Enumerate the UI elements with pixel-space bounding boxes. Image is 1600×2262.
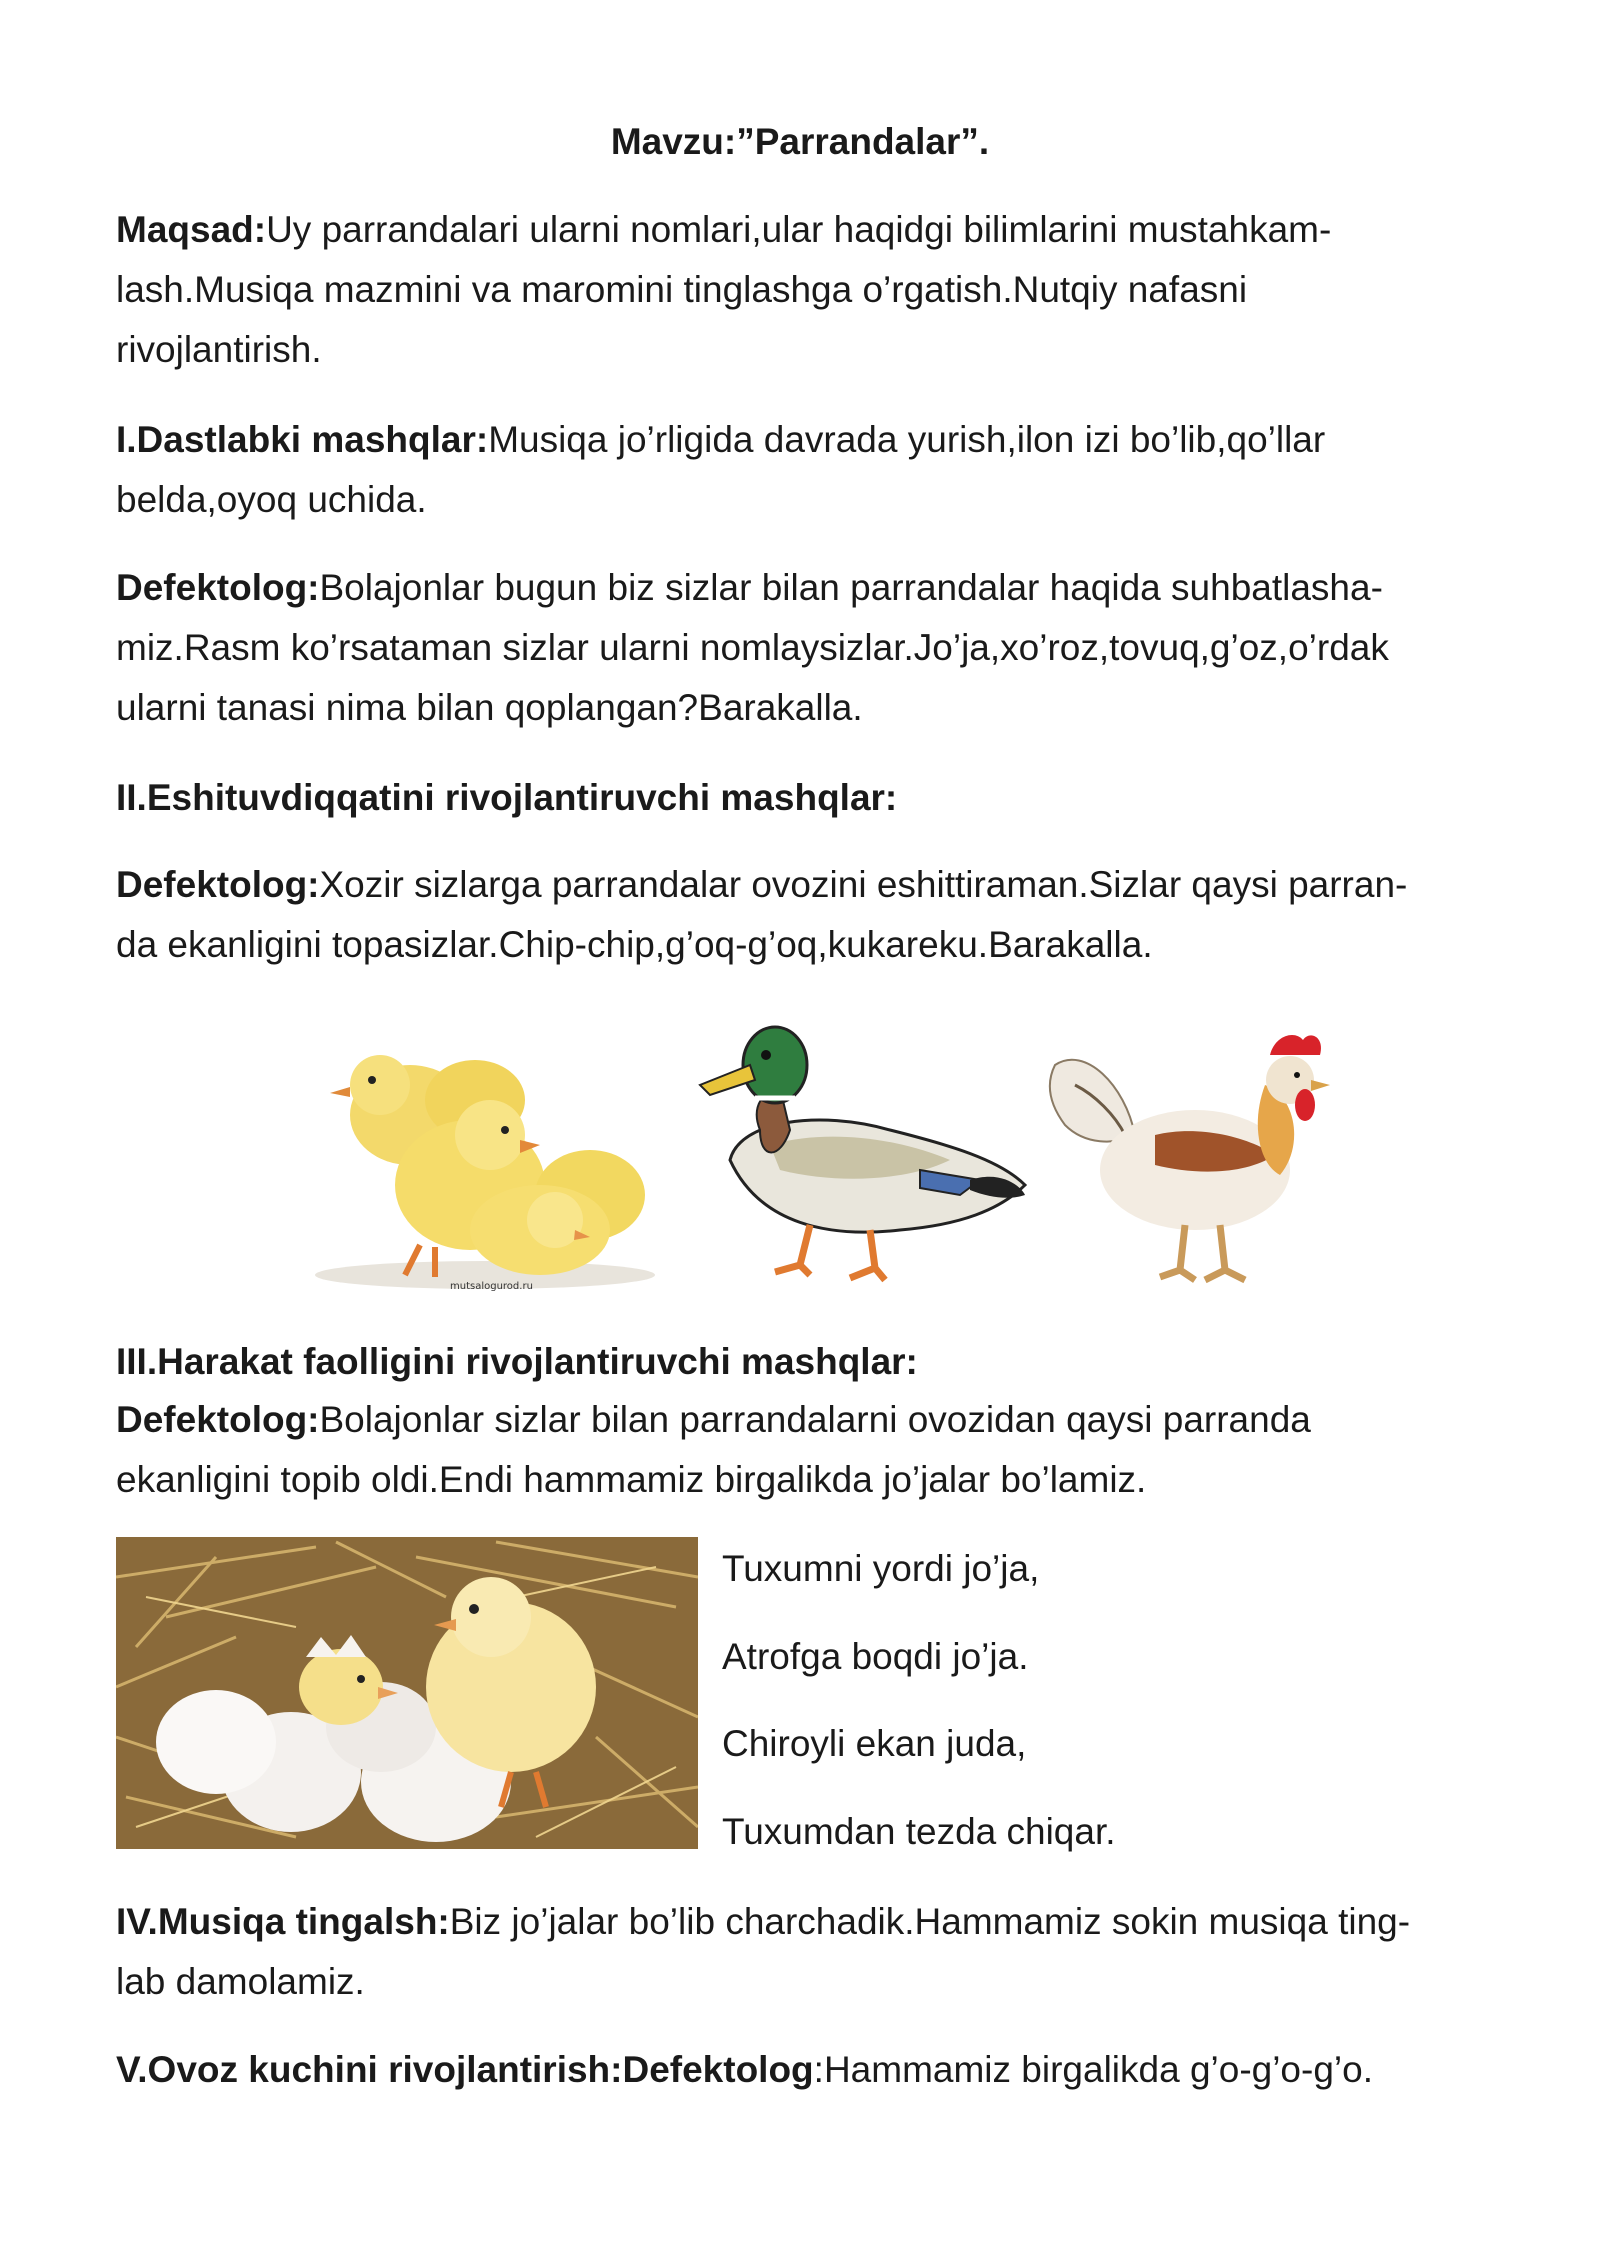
defektolog1-line-3: ularni tanasi nima bilan qoplangan?Barakalla. [116, 687, 863, 728]
defektolog3-paragraph [116, 1390, 1496, 1510]
defektolog1-paragraph [116, 558, 1496, 738]
maqsad-line-2: lash.Musiqa mazmini va maromini tinglashga o’rgatish.Nutqiy nafasni [116, 269, 1248, 310]
poem-line-4: Tuxumdan tezda chiqar. [722, 1811, 1116, 1852]
defektolog1-label: Defektolog: [116, 567, 320, 608]
section4-line-2: lab damolamiz. [116, 1961, 365, 2002]
defektolog3-line-2: ekanligini topib oldi.Endi hammamiz birgalikda jo’jalar bo’lamiz. [116, 1459, 1147, 1500]
maqsad-label: Maqsad: [116, 209, 267, 250]
section5-text: :Hammamiz birgalikda g’o-g’o-g’o. [813, 2049, 1373, 2090]
section5-label: V.Ovoz kuchini rivojlantirish: [116, 2049, 623, 2090]
maqsad-line-3: rivojlantirish. [116, 329, 322, 370]
maqsad-line-1: Uy parrandalari ularni nomlari,ular haqidgi bilimlarini mustahkam- [266, 209, 1332, 250]
page-title: Mavzu:”Parrandalar”. [610, 121, 990, 162]
section5-paragraph [116, 2040, 1496, 2100]
chicks-image [300, 1025, 670, 1295]
defektolog3-label: Defektolog: [116, 1399, 320, 1440]
section5-label-2: Defektolog [622, 2049, 814, 2090]
section4-paragraph [116, 1892, 1496, 2012]
maqsad-paragraph [116, 200, 1496, 380]
duck-image [670, 1010, 1040, 1295]
section4-line-1: Biz jo’jalar bo’lib charchadik.Hammamiz sokin musiqa ting- [449, 1901, 1411, 1942]
hatching-chicks-image [116, 1537, 698, 1849]
chicks-watermark: mutsalogurod.ru [450, 1281, 533, 1292]
section1-paragraph [116, 410, 1496, 530]
defektolog3-line-1: Bolajonlar sizlar bilan parrandalarni ovozidan qaysi parranda [319, 1399, 1311, 1440]
section4-label: IV.Musiqa tingalsh: [116, 1901, 450, 1942]
poem-line-2: Atrofga boqdi jo’ja. [722, 1636, 1029, 1677]
defektolog2-line-1: Xozir sizlarga parrandalar ovozini eshittiraman.Sizlar qaysi parran- [319, 864, 1408, 905]
defektolog2-label: Defektolog: [116, 864, 320, 905]
rooster-image [1045, 1025, 1365, 1295]
defektolog1-line-1: Bolajonlar bugun biz sizlar bilan parrandalar haqida suhbatlasha- [319, 567, 1383, 608]
defektolog1-line-2: miz.Rasm ko’rsataman sizlar ularni nomlaysizlar.Jo’ja,xo’roz,tovuq,g’oz,o’rdak [116, 627, 1389, 668]
section1-label: I.Dastlabki mashqlar: [116, 419, 489, 460]
defektolog2-line-2: da ekanligini topasizlar.Chip-chip,g’oq-g’oq,kukareku.Barakalla. [116, 924, 1153, 965]
defektolog2-paragraph [116, 855, 1496, 975]
section3-heading: III.Harakat faolligini rivojlantiruvchi mashqlar: [116, 1341, 918, 1382]
poem-line-3: Chiroyli ekan juda, [722, 1723, 1027, 1764]
section1-line-2: belda,oyoq uchida. [116, 479, 427, 520]
poem-line-1: Tuxumni yordi jo’ja, [722, 1548, 1040, 1589]
section1-line-1: Musiqa jo’rligida davrada yurish,ilon izi bo’lib,qo’llar [488, 419, 1326, 460]
section2-heading: II.Eshituvdiqqatini rivojlantiruvchi mashqlar: [116, 777, 898, 818]
